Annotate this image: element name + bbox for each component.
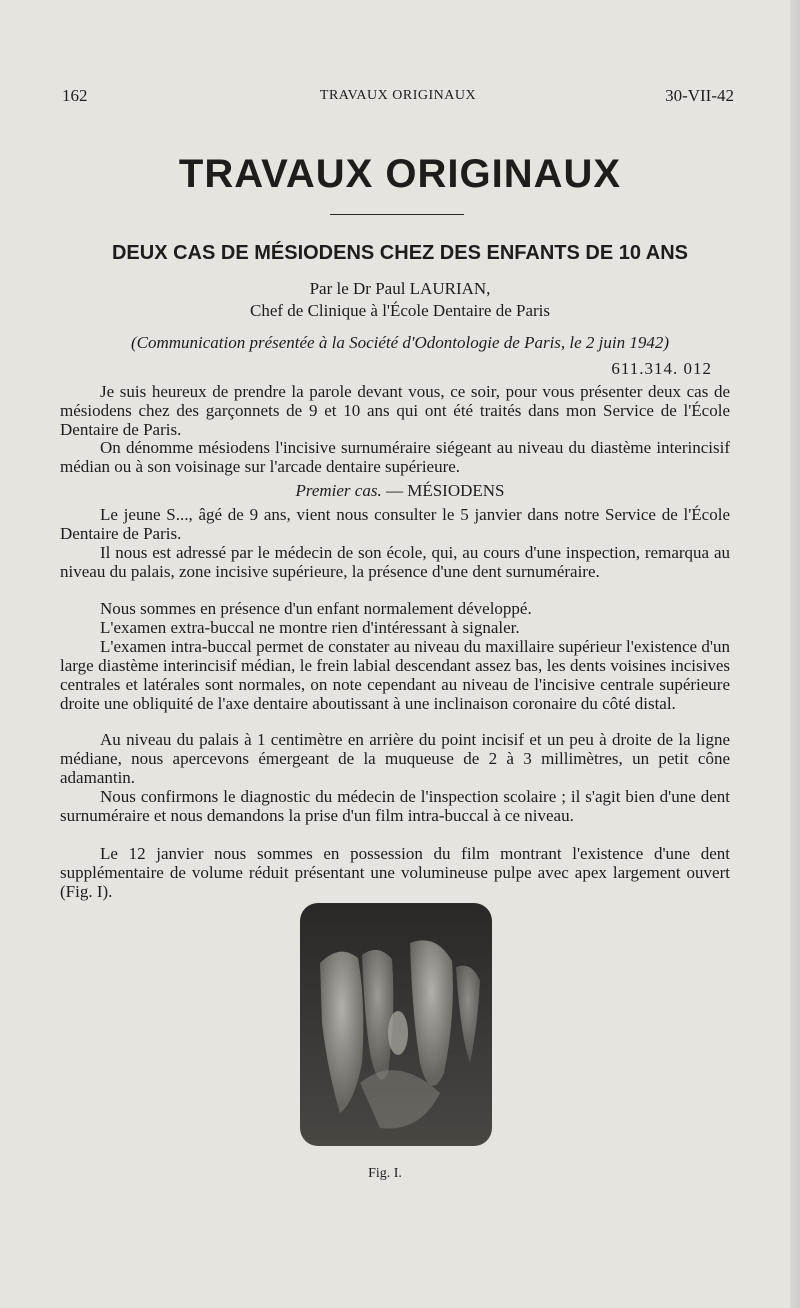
section-title: TRAVAUX ORIGINAUX [178,152,622,196]
article-title: DEUX CAS DE MÉSIODENS CHEZ DES ENFANTS DE 10 ANS [111,242,689,264]
issue-date: 30-VII-42 [665,86,734,105]
title-divider [330,214,464,215]
page-number: 162 [62,86,88,105]
case-label: Premier cas. [295,481,382,500]
author-affiliation: Chef de Clinique à l'École Dentaire de Paris [250,301,550,320]
case-title: — MÉSIODENS [381,481,505,500]
intro-paragraph: Je suis heureux de prendre la parole devant vous, ce soir, pour vous présenter deux cas de mésiodens chez des garçonnets de 9 et 10 ans qui ont été traités dans mon Service de l'École Dentaire de Paris. [60,382,730,439]
running-header [62,86,734,110]
article-author: Par le Dr Paul LAURIAN, [309,279,491,298]
case-paragraph: Le 12 janvier nous sommes en possession du film montrant l'existence d'une dent supplémentaire de volume réduit présentant une volumineuse pulpe avec apex largement ouvert (Fig. I). [60,844,730,901]
running-title: TRAVAUX ORIGINAUX [319,88,477,103]
case-paragraph: Nous confirmons le diagnostic du médecin de l'inspection scolaire ; il s'agit bien d'une dent surnuméraire et nous demandons la prise d'un film intra-buccal à ce niveau. [60,787,730,825]
case-paragraph: Nous sommes en présence d'un enfant normalement développé. [100,599,532,618]
case-paragraph: L'examen intra-buccal permet de constater au niveau du maxillaire supérieur l'existence d'un large diastème interincisif médian, le frein labial descendant assez bas, les dents voisines incisives centrales et latérales sont normales, on note cependant au niveau de l'incisive centrale supérieure droite une obliquité de l'axe dentaire aboutissant à une inclinaison coronaire du côté distal. [60,637,730,713]
case-heading [0,481,800,501]
figure-caption: Fig. I. [368,1166,402,1181]
case-paragraph: L'examen extra-buccal ne montre rien d'intéressant à signaler. [100,618,520,637]
case-paragraph: Il nous est adressé par le médecin de son école, qui, au cours d'une inspection, remarqua au niveau du palais, zone incisive supérieure, la présence d'une dent surnuméraire. [60,543,730,581]
supernumerary-tooth-shape [388,1011,408,1055]
case-paragraph: Au niveau du palais à 1 centimètre en arrière du point incisif et un peu à droite de la ligne médiane, nous apercevons émergeant de la muqueuse de 2 à 3 millimètres, un petit cône adamantin. [60,730,730,787]
definition-paragraph: On dénomme mésiodens l'incisive surnuméraire siégeant au niveau du diastème interincisif médian ou à son voisinage sur l'arcade dentaire supérieure. [60,438,730,476]
case-paragraph: Le jeune S..., âgé de 9 ans, vient nous consulter le 5 janvier dans notre Service de l'École Dentaire de Paris. [60,505,730,543]
dental-xray-figure [300,903,492,1146]
communication-note: (Communication présentée à la Société d'Odontologie de Paris, le 2 juin 1942) [130,333,670,352]
classification-code: 611.314. 012 [611,359,712,378]
